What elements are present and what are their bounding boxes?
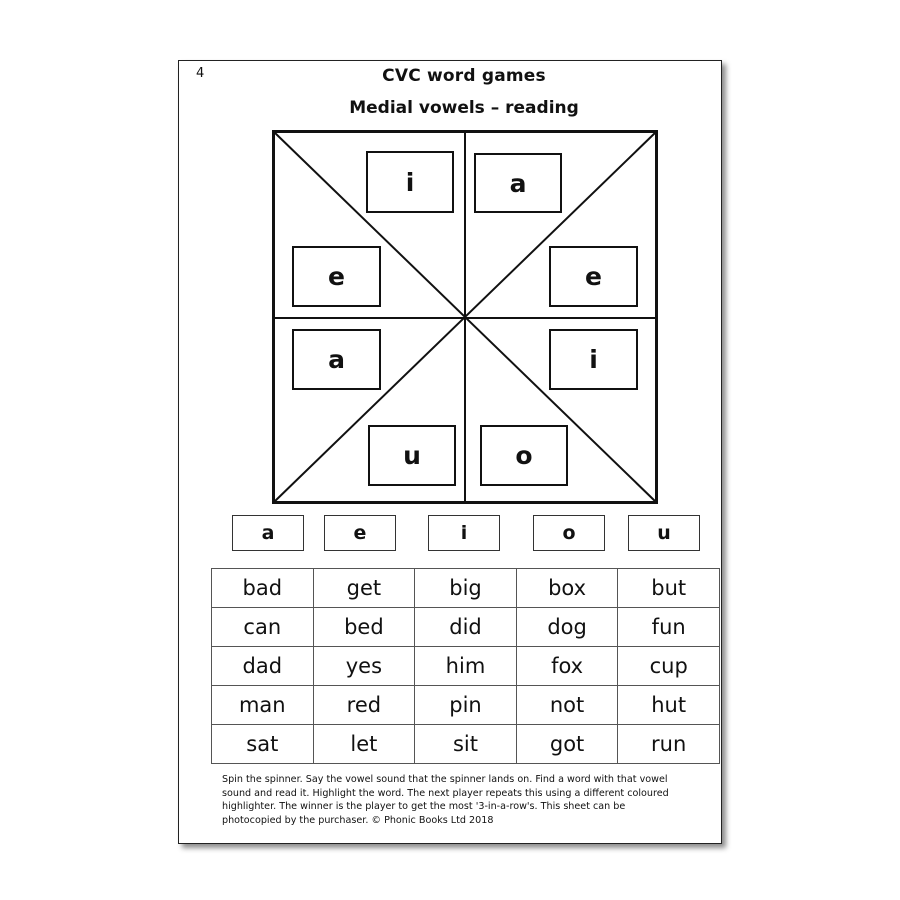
word-cell: fox (516, 647, 618, 686)
word-cell: him (415, 647, 517, 686)
page-title: CVC word games (382, 66, 546, 86)
word-cell: red (313, 686, 415, 725)
instructions-line: highlighter. The winner is the player to get the most '3-in-a-row's. This sheet can be (222, 801, 626, 813)
page-number: 4 (196, 66, 205, 81)
vowel-box-i: i (428, 515, 500, 551)
spinner-segment-box: e (549, 246, 638, 307)
word-cell: sit (415, 725, 517, 764)
word-cell: pin (415, 686, 517, 725)
spinner-segment-box: e (292, 246, 381, 307)
table-row (212, 725, 720, 764)
vowel-box-e: e (324, 515, 396, 551)
spinner-segment-box: i (366, 151, 454, 213)
instructions-line: sound and read it. Highlight the word. The next player repeats this using a different coloured (222, 787, 669, 799)
word-cell: run (618, 725, 720, 764)
word-cell: not (516, 686, 618, 725)
table-row (212, 569, 720, 608)
instructions-line: Spin the spinner. Say the vowel sound that the spinner lands on. Find a word with that vowel (222, 774, 668, 785)
word-cell: bad (212, 569, 314, 608)
table-row (212, 608, 720, 647)
word-cell: fun (618, 608, 720, 647)
spinner-segment-box: u (368, 425, 456, 486)
spinner-segment-box: a (474, 153, 562, 213)
word-cell: cup (618, 647, 720, 686)
word-cell: bed (313, 608, 415, 647)
page-subtitle: Medial vowels – reading (349, 98, 579, 118)
word-cell: dog (516, 608, 618, 647)
word-cell: get (313, 569, 415, 608)
word-grid (211, 568, 720, 764)
spinner-segment-box: a (292, 329, 381, 390)
word-cell: sat (212, 725, 314, 764)
word-cell: dad (212, 647, 314, 686)
word-cell: but (618, 569, 720, 608)
instructions-text (222, 773, 702, 827)
word-cell: big (415, 569, 517, 608)
word-cell: let (313, 725, 415, 764)
word-cell: man (212, 686, 314, 725)
vowel-box-a: a (232, 515, 304, 551)
word-cell: hut (618, 686, 720, 725)
word-cell: box (516, 569, 618, 608)
vowel-box-u: u (628, 515, 700, 551)
word-cell: yes (313, 647, 415, 686)
word-cell: can (212, 608, 314, 647)
vowel-box-o: o (533, 515, 605, 551)
spinner-segment-box: o (480, 425, 568, 486)
table-row (212, 686, 720, 725)
word-cell: did (415, 608, 517, 647)
word-cell: got (516, 725, 618, 764)
instructions-line: photocopied by the purchaser. © Phonic Books Ltd 2018 (222, 814, 494, 826)
spinner-segment-box: i (549, 329, 638, 390)
table-row (212, 647, 720, 686)
